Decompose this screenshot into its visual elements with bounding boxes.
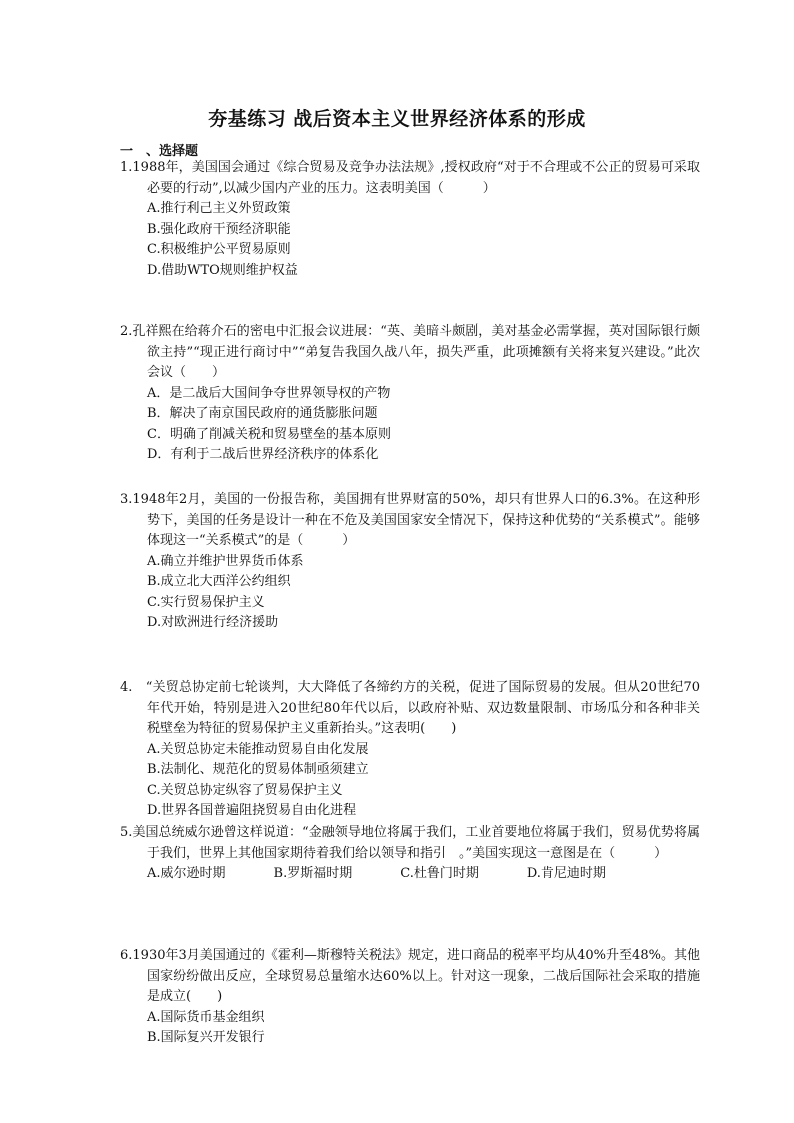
option-b: B.罗斯福时期 [273, 866, 353, 881]
option-a: A.国际货币基金组织 [147, 1009, 265, 1025]
document-title: 夯基练习 战后资本主义世界经济体系的形成 [208, 108, 586, 130]
option-b: B.法制化、规范化的贸易体制亟须建立 [147, 762, 369, 777]
option-c: C.实行贸易保护主义 [147, 594, 265, 610]
question-stem: 5.美国总统威尔逊曾这样说道：“金融领导地位将属于我们，工业首要地位将属于我们，贸易优势将属于我们，世界上其他国家期待着我们给以领导和指引 。”美国实现这一意图是在（ ） [120, 825, 700, 861]
option-d: D.肯尼迪时期 [526, 866, 606, 881]
question-6 [120, 946, 700, 1049]
option-b: B.强化政府干预经济职能 [147, 221, 291, 237]
question-2 [120, 322, 700, 466]
question-stem: 3.1948年2月，美国的一份报告称，美国拥有世界财富的50%，却只有世界人口的6.3%。在这种形势下，美国的任务是设计一种在不危及美国国家安全情况下，保持这种优势的“关系模式”。能够体现这一“关系模式”的是（ ） [120, 492, 700, 548]
question-stem: 4. “关贸总协定前七轮谈判，大大降低了各缔约方的关税，促进了国际贸易的发展。但从20世纪70年代开始，特别是进入20世纪80年代以后，以政府补贴、双边数量限制、市场瓜分和各种非关税壁垒为特征的贸易保护主义重新抬头。”这表明( ) [120, 680, 700, 736]
question-stem: 2.孔祥熙在给蒋介石的密电中汇报会议进展：“英、美暗斗颇剧，美对基金必需掌握，英对国际银行颇欲主持”“现正进行商讨中”“弟复告我国久战八年，损失严重，此项摊额有关将来复兴建设。”此次会议（ ） [120, 324, 700, 380]
question-1 [120, 158, 700, 281]
question-3 [120, 490, 700, 634]
option-c: C.关贸总协定纵容了贸易保护主义 [147, 782, 343, 798]
option-b: B.国际复兴开发银行 [147, 1030, 265, 1045]
option-c: C．明确了削减关税和贸易壁垒的基本原则 [147, 426, 391, 442]
option-b: B.成立北大西洋公约组织 [147, 574, 291, 589]
option-a: A.关贸总协定未能推动贸易自由化发展 [147, 741, 369, 757]
question-5 [120, 823, 700, 885]
question-stem: 1.1988年，美国国会通过《综合贸易及竞争办法法规》,授权政府“对于不合理或不公正的贸易可采取必要的行动”,以减少国内产业的压力。这表明美国（ ） [120, 160, 700, 196]
option-a: A.威尔逊时期 [147, 866, 226, 881]
option-d: D.借助WTO规则维护权益 [147, 262, 298, 278]
option-a: A.确立并维护世界货币体系 [147, 553, 304, 569]
option-a: A.推行利己主义外贸政策 [147, 201, 291, 216]
option-c: C.杜鲁门时期 [400, 866, 479, 881]
section-heading: 一 、选择题 [120, 144, 199, 159]
question-4 [120, 678, 700, 822]
option-a: A．是二战后大国间争夺世界领导权的产物 [147, 385, 391, 401]
options-row [120, 864, 700, 885]
option-b: B．解决了南京国民政府的通货膨胀问题 [147, 406, 378, 421]
option-c: C.积极维护公平贸易原则 [147, 242, 291, 257]
option-d: D.对欧洲进行经济援助 [147, 615, 279, 630]
option-d: D．有利于二战后世界经济秩序的体系化 [147, 447, 379, 462]
option-d: D.世界各国普遍阻挠贸易自由化进程 [147, 803, 357, 818]
question-stem: 6.1930年3月美国通过的《霍利—斯穆特关税法》规定，进口商品的税率平均从40%升至48%。其他国家纷纷做出反应，全球贸易总量缩水达60%以上。针对这一现象，二战后国际社会采取的措施是成立( ) [120, 948, 700, 1004]
